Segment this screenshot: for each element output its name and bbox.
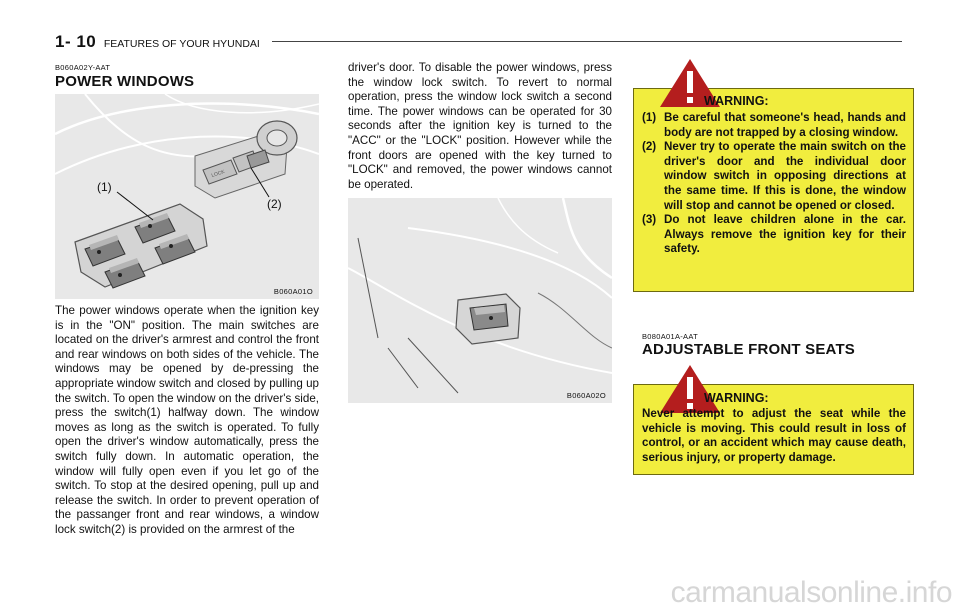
warning-1-item: (1) Be careful that someone's head, hands and body are not trapped by a closing window.: [642, 111, 906, 139]
power-window-switch-figure: [55, 94, 319, 299]
page-header: [55, 32, 260, 52]
warning-1-item: (3) Do not leave children alone in the car. Always remove the ignition key for their safety.: [642, 213, 906, 256]
warning-1-list: [642, 111, 906, 257]
page-number: 1- 10: [55, 32, 97, 51]
power-windows-paragraph-2: driver's door. To disable the power windows, press the window lock switch. To revert to normal operation, press the window lock switch a second time. The power windows can be operated for 30 seconds after the ignition key is turned to the "ACC" or the "LOCK" position. However while the front doors are opened with the key turned to "LOCK" and removed, the power windows cannot be operated.: [348, 61, 612, 191]
seats-code: B080A01A-AAT: [642, 332, 698, 341]
lock-label: LOCK: [210, 168, 226, 179]
warning-2-text: Never attempt to adjust the seat while the vehicle is moving. This could result in loss of control, or an accident which may cause death, serious injury, or property damage.: [642, 407, 906, 464]
warning-box-seats: [633, 384, 914, 475]
callout-2: (2): [267, 197, 282, 211]
header-rule: [272, 41, 902, 42]
armrest-switch-figure: [348, 198, 612, 403]
warning-1-title: WARNING:: [704, 94, 769, 108]
figure1-code: B060A01O: [273, 287, 313, 296]
watermark: carmanualsonline.info: [670, 576, 952, 609]
warning-1-item: (2) Never try to operate the main switch on the driver's door and the individual door window switch in opposing directions at the same time. If this is done, the window will stop and cannot be opened or closed.: [642, 140, 906, 212]
callout-1: (1): [97, 180, 112, 194]
power-windows-heading: POWER WINDOWS: [55, 73, 195, 90]
section-title: FEATURES OF YOUR HYUNDAI: [103, 38, 260, 50]
figure2-code: B060A02O: [566, 391, 606, 400]
warning-box-windows: [633, 88, 914, 292]
power-windows-code: B060A02Y-AAT: [55, 63, 111, 72]
power-windows-paragraph-1: The power windows operate when the ignition key is in the "ON" position. The main switches are located on the driver's armrest and control the front and rear windows on both sides of the vehicle. The windows may be opened by de-pressing the appropriate window switch and closed by pulling up the switch. To open the window on the driver's side, press the switch(1) halfway down. The window moves as long as the switch is operated. To fully open the driver's window automatically, press the switch fully down. In automatic operation, the window will fully open even if you let go of the switch. To stop at the desired opening, pull up and release the switch. In order to prevent operation of the passanger front and rear windows, a window lock switch(2) is provided on the armrest of the: [55, 304, 319, 536]
warning-2-title: WARNING:: [704, 391, 769, 405]
seats-heading: ADJUSTABLE FRONT SEATS: [642, 341, 856, 358]
